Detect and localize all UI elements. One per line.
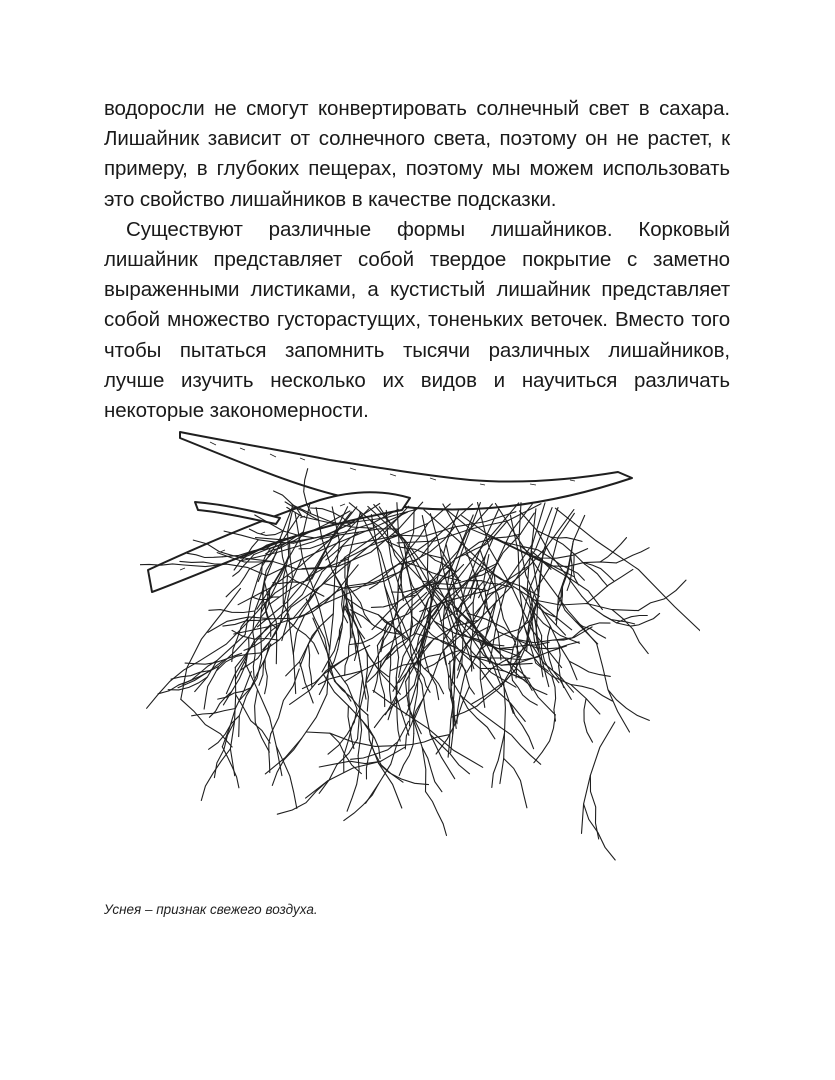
- lichen-strand: [612, 610, 648, 654]
- figure-caption: Уснея – признак свежего воздуха.: [104, 902, 318, 917]
- lichen-strand: [492, 733, 505, 787]
- lichen-strand: [548, 626, 553, 669]
- usnea-lichen-illustration: [140, 420, 700, 900]
- lichen-strand: [366, 736, 373, 779]
- lichen-strand: [513, 680, 538, 705]
- lichen-strand: [520, 511, 583, 597]
- lichen-strand: [417, 659, 443, 694]
- lichen-strand: [290, 541, 293, 577]
- lichen-strand: [245, 663, 282, 776]
- lichen-strands: [140, 469, 700, 860]
- lichen-strand: [584, 563, 614, 581]
- lichen-strand: [534, 715, 555, 763]
- lichen-strand: [265, 659, 268, 694]
- lichen-strand: [616, 548, 649, 563]
- lichen-strand: [362, 720, 380, 758]
- lichen-strand: [236, 695, 270, 744]
- lichen-strand: [390, 651, 392, 703]
- lichen-strand: [582, 722, 615, 833]
- lichen-strand: [422, 644, 438, 700]
- lichen-strand: [346, 513, 366, 699]
- lichen-strand: [192, 709, 236, 716]
- lichen-strand: [409, 667, 410, 726]
- lichen-strand: [590, 775, 598, 839]
- lichen-strand: [290, 645, 370, 704]
- lichen-strand: [308, 644, 312, 687]
- lichen-strand: [269, 734, 271, 773]
- lichen-strand: [576, 622, 606, 639]
- lichen-strand: [573, 554, 578, 585]
- lichen-strand: [504, 759, 527, 808]
- lichen-strand: [552, 676, 556, 721]
- lichen-strand: [471, 623, 474, 671]
- lichen-strand: [226, 626, 270, 693]
- paragraph-1: водоросли не смогут конвертировать солнечный свет в сахара. Лишайник зависит от солнечного света, поэтому он не растет, к примеру, в глубоких пещерах, поэтому мы можем использовать это свойство лишайников в качестве подсказки.: [104, 97, 730, 211]
- lichen-strand: [370, 564, 399, 589]
- lichen-strand: [344, 784, 379, 821]
- lichen-strand: [234, 565, 358, 634]
- lichen-strand: [461, 696, 495, 739]
- lichen-strand: [209, 610, 255, 613]
- lichen-strand: [258, 549, 270, 582]
- lichen-strand: [511, 703, 534, 749]
- lichen-strand: [272, 738, 301, 785]
- lichen-strand: [500, 727, 541, 764]
- lichen-strand: [398, 523, 428, 580]
- lichen-strand: [265, 694, 327, 774]
- lichen-strand: [201, 749, 230, 801]
- lichen-strand: [426, 792, 447, 836]
- lichen-strand: [147, 661, 199, 708]
- lichen-strand: [277, 781, 328, 815]
- lichen-strand: [571, 685, 613, 702]
- lichen-strand: [347, 756, 359, 812]
- lichen-strand: [638, 580, 686, 611]
- body-text: [104, 94, 730, 426]
- lichen-strand: [584, 804, 616, 860]
- paragraph-2: Существуют различные формы лишайников. Корковый лишайник представляет собой твердое покрытие с заметно выраженными листиками, а кустистый лишайник представляет собой множество густорастущих, тоненьких веточек. Вместо того чтобы пытаться запомнить тысячи различных лишайников, лучше изучить несколько их видов и научиться различать некоторые закономерности.: [104, 217, 730, 423]
- lichen-strand: [585, 564, 608, 586]
- lichen-strand: [597, 644, 630, 733]
- lichen-strand: [214, 722, 234, 778]
